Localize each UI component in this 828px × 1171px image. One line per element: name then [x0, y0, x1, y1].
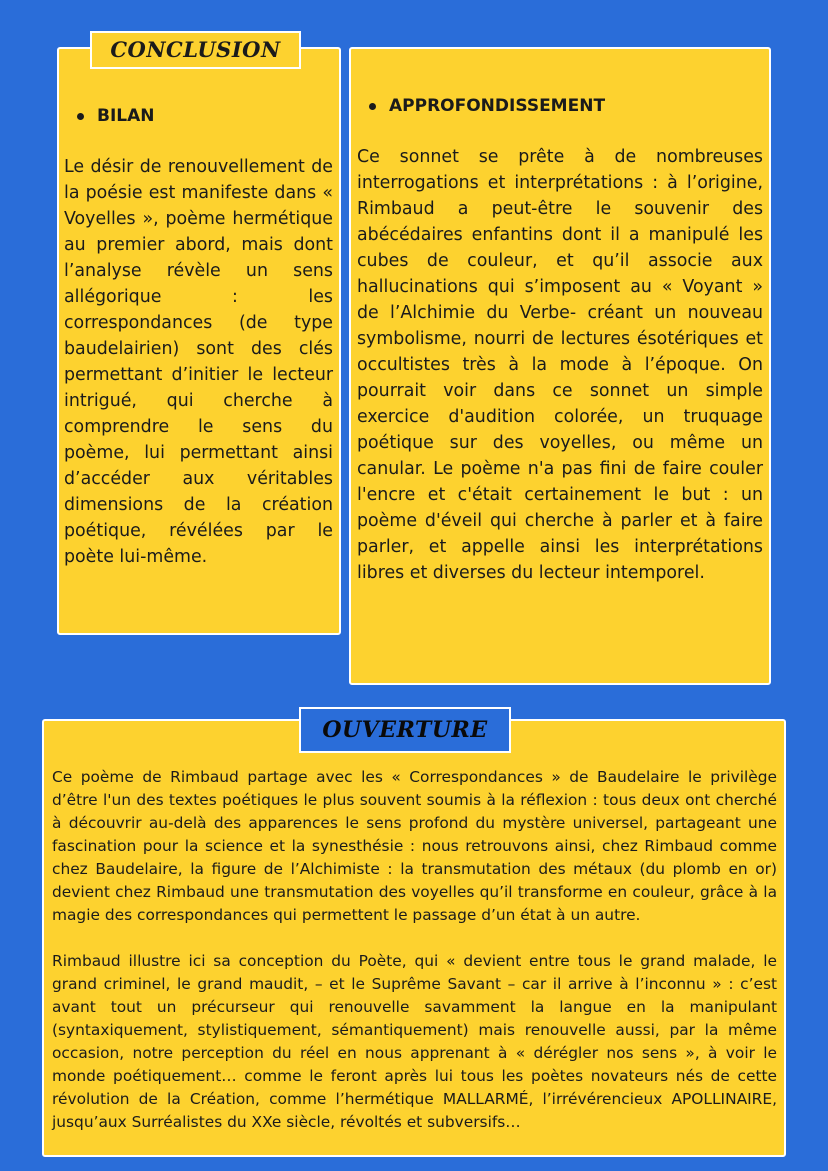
conclusion-title: CONCLUSION [90, 31, 301, 69]
approfondissement-heading [369, 94, 605, 118]
bullet-icon [369, 103, 376, 110]
ouverture-paragraph-2: Rimbaud illustre ici sa conception du Poète, qui « devient entre tous le grand malade, le grand criminel, le grand maudit, – et le Suprême Savant – car il arrive à l’inconnu » : c’est avant tout un précurseur qui renouvelle savamment la langue en la manipulant (syntaxiquement, stylistiquement, sémantiquement) mais renouvelle aussi, par la même occasion, notre perception du réel en nous apprenant à « dérégler nos sens », à voir le monde poétiquement… comme le feront après lui tous les poètes novateurs nés de cette révolution de la Création, comme l’hermétique MALLARMÉ, l’irrévérencieux APOLLINAIRE, jusqu’aux Surréalistes du XXe siècle, révoltés et subversifs… [52, 952, 777, 1131]
ouverture-title: OUVERTURE [299, 707, 511, 753]
bullet-icon [77, 113, 84, 120]
bilan-heading [77, 104, 155, 128]
bilan-heading-text: BILAN [97, 106, 155, 126]
approfondissement-text: Ce sonnet se prête à de nombreuses interrogations et interprétations : à l’origine, Rimbaud a peut-être le souvenir des abécédaires enfantins dont il a manipulé les cubes de couleur, et qu’il associe aux hallucinations qui s’imposent au « Voyant » de l’Alchimie du Verbe- créant un nouveau symbolisme, nourri de lectures ésotériques et occultistes très à la mode à l’époque. On pourrait voir dans ce sonnet un simple exercice d'audition colorée, un truquage poétique sur des voyelles, ou même un canular. Le poème n'a pas fini de faire couler l'encre et c'était certainement le but : un poème d'éveil qui cherche à parler et à faire parler, et appelle ainsi les interprétations libres et diverses du lecteur intemporel. [357, 147, 763, 583]
bilan-text: Le désir de renouvellement de la poésie est manifeste dans « Voyelles », poème hermétique au premier abord, mais dont l’analyse révèle un sens allégorique : les correspondances (de type baudelairien) sont des clés permettant d’initier le lecteur intrigué, qui cherche à comprendre le sens du poème, lui permettant ainsi d’accéder aux véritables dimensions de la création poétique, révélées par le poète lui-même. [64, 157, 333, 567]
approfondissement-heading-text: APPROFONDISSEMENT [389, 96, 606, 116]
ouverture-paragraph-1: Ce poème de Rimbaud partage avec les « Correspondances » de Baudelaire le privilège d’être l'un des textes poétiques le plus souvent soumis à la réflexion : tous deux ont cherché à découvrir au-delà des apparences le sens profond du mystère universel, partageant une fascination pour la science et la synesthésie : nous retrouvons ainsi, chez Rimbaud comme chez Baudelaire, la figure de l’Alchimiste : la transmutation des métaux (du plomb en or) devient chez Rimbaud une transmutation des voyelles qu’il transforme en couleur, grâce à la magie des correspondances qui permettent le passage d’un état à un autre. [52, 768, 777, 924]
